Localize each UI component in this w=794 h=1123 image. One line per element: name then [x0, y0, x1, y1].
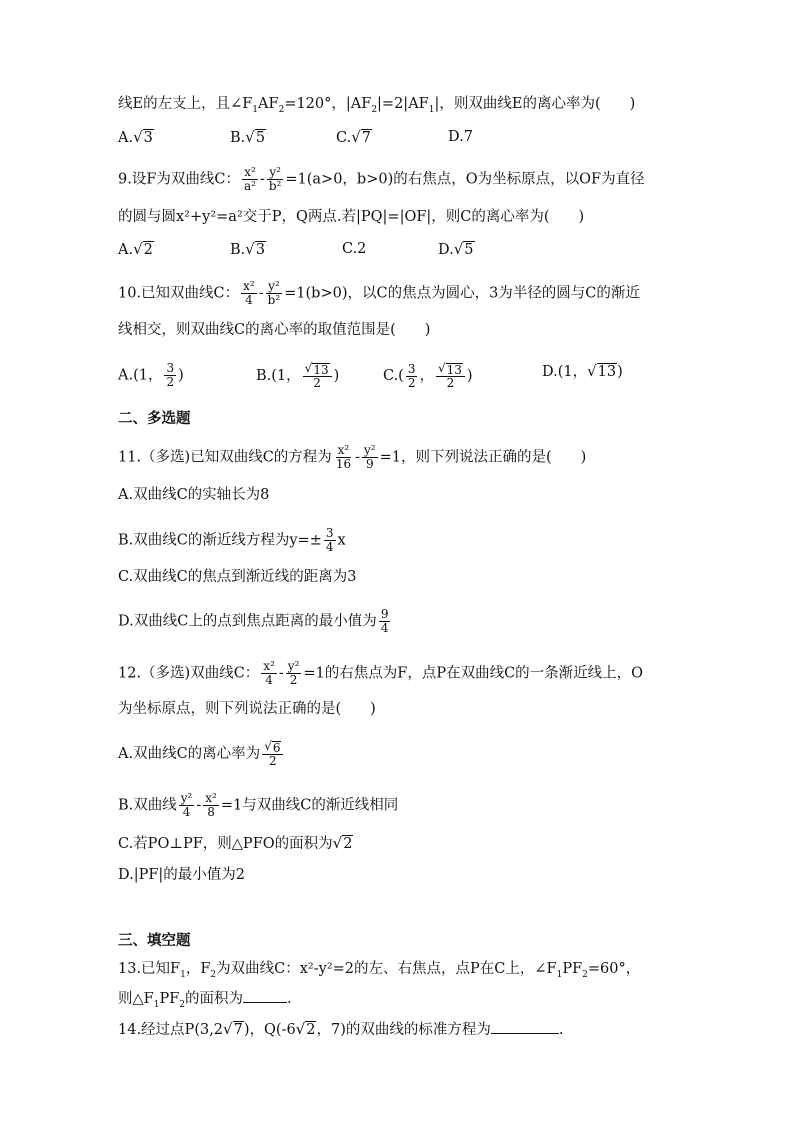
q13-line1: 13.已知$F_1$，$F_2$为双曲线C：x²-y²=2的左、右焦点，点P在C上，$\angle F_1PF_2=60^\circ$，: [118, 961, 641, 980]
section-heading-fill-in: 三、填空题: [118, 933, 191, 949]
q10-line1: 10.已知双曲线C： $\frac{\text{x²}}{4}$ - $\frac{\text{y²}}{\text{b²}}$ =1(b>0)，以C的焦点为圆心，3为半径的圆与C的渐近: [118, 279, 640, 307]
q10-option-b: B.(1， √ 13 2 ): [256, 361, 340, 390]
q8-line2: 线E的左支上，且$\angle F_1AF_2=120^\circ$，$|AF_2|=2|AF_1|$，则双曲线E的离心率为( ): [118, 96, 636, 115]
q10-option-c: C.( $\frac{3}{2}$ ， √ 13 2 ): [383, 361, 473, 390]
q12-line1: 12.（多选)双曲线C： $\frac{\text{x²}}{4}$ - $\frac{\text{y²}}{2}$ =1的右焦点为F，点P在双曲线C的一条渐近线上，O: [118, 659, 644, 687]
q11-option-c: C.双曲线C的焦点到渐近线的距离为3: [118, 569, 357, 585]
q10-option-a: A.(1， $\frac{3}{2}$ ): [118, 361, 184, 389]
q12-line2: 为坐标原点，则下列说法正确的是( ): [118, 701, 376, 717]
section-heading-multi-choice: 二、多选题: [118, 411, 191, 427]
q12-option-d: D.|PF|的最小值为2: [118, 867, 246, 883]
q8-option-d: D.7: [448, 129, 473, 145]
q10-option-d: D.(1， √ 13 ): [542, 362, 623, 380]
q9-line1: 9.设F为双曲线C： $\frac{\text{x²}}{\text{a²}}$ - $\frac{\text{y²}}{\text{b²}}$ =1(a>0，b>0)的右焦点，O为坐标原点，以OF为直径: [118, 165, 645, 193]
q9-option-a: A. √ 2: [118, 240, 153, 258]
q10-line2: 线相交，则双曲线C的离心率的取值范围是( ): [118, 322, 431, 338]
q11-option-a: A.双曲线C的实轴长为8: [118, 487, 270, 503]
q12-option-a: A.双曲线C的离心率为 √ 6 2: [118, 740, 285, 768]
q9-line2: 的圆与圆x²+y²=a²交于P，Q两点.若|PQ|=|OF|，则C的离心率为( ): [118, 209, 585, 225]
q12-option-c: C.若PO⊥PF，则△PFO的面积为 √ 2: [118, 834, 353, 852]
q9-option-c: C.2: [342, 241, 367, 257]
q13-line2: 则$\triangle F_1PF_2$的面积为 .: [118, 991, 292, 1010]
q11-option-b: B.双曲线C的渐近线方程为y=± $\frac{3}{4}$ x: [118, 526, 346, 554]
q12-option-b: B.双曲线 $\frac{\text{y²}}{4}$ - $\frac{\text{x²}}{8}$ =1与双曲线C的渐近线相同: [118, 791, 399, 819]
q11-option-d: D.双曲线C上的点到焦点距离的最小值为 $\frac{9}{4}$: [118, 607, 389, 635]
q14-line: 14.经过点P(3,2 √ 7 )，Q(-6 √ 2 ，7)的双曲线的标准方程为 .: [118, 1020, 564, 1038]
q8-option-a: A. √ 3: [118, 128, 153, 146]
q8-option-b: B. √ 5: [230, 128, 266, 146]
q11-line1: 11.（多选)已知双曲线C的方程为 $\frac{\text{x²}}{16}$ - $\frac{\text{y²}}{9}$ =1，则下列说法正确的是( ): [118, 443, 587, 471]
q8-option-c: C. √ 7: [336, 128, 371, 146]
q9-option-b: B. √ 3: [230, 240, 266, 258]
q13-answer-blank[interactable]: [243, 990, 287, 1003]
q14-answer-blank[interactable]: [491, 1021, 559, 1034]
q9-option-d: D. √ 5: [438, 240, 474, 258]
